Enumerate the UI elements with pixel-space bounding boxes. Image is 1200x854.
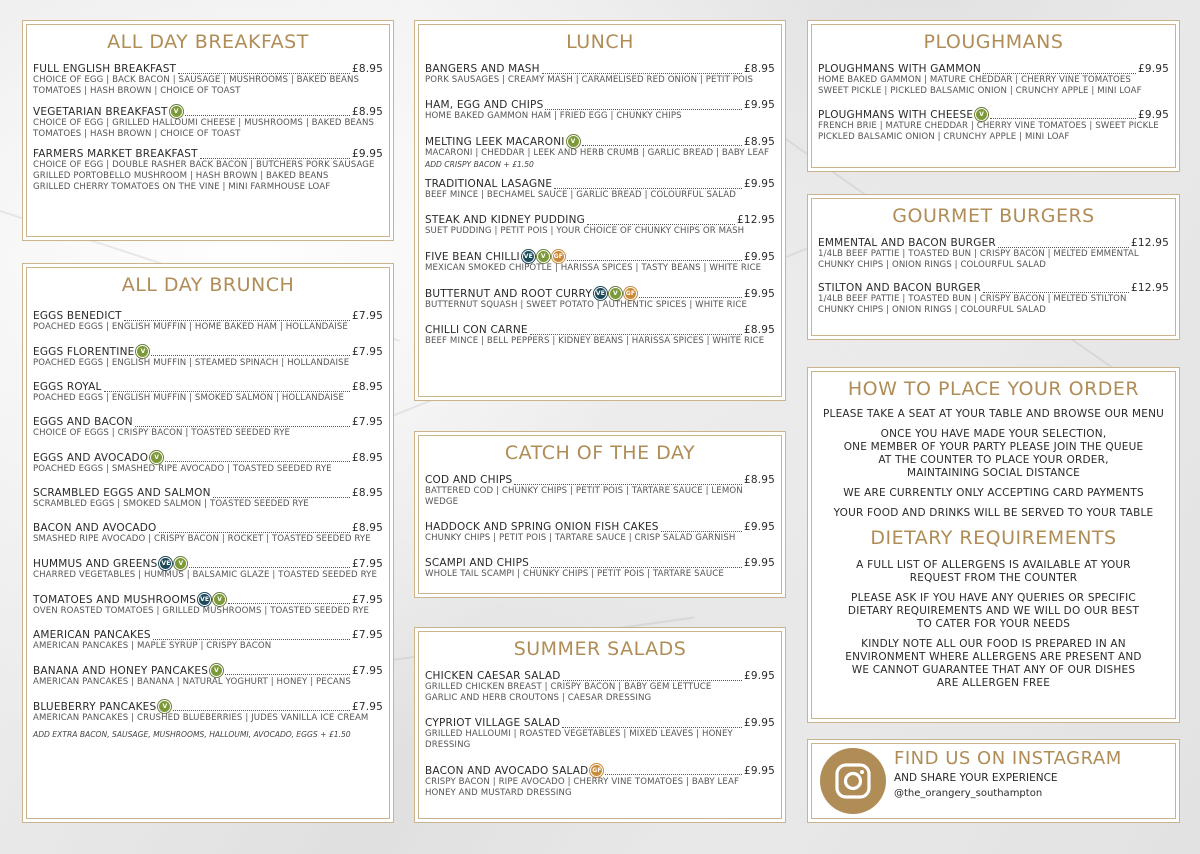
item-description: BEEF MINCE | BECHAMEL SAUCE | GARLIC BREAD | COLOURFUL SALAD <box>425 190 736 200</box>
menu-item <box>425 287 775 311</box>
item-name: BLUEBERRY PANCAKES <box>33 700 157 713</box>
item-description: PICKLED BALSAMIC ONION | CRUNCHY APPLE | MINI LOAF <box>818 132 1070 142</box>
menu-item <box>425 178 775 201</box>
item-description: HOME BAKED GAMMON | MATURE CHEDDAR | CHERRY VINE TOMATOES <box>818 75 1131 85</box>
item-description: WHOLE TAIL SCAMPI | CHUNKY CHIPS | PETIT POIS | TARTARE SAUCE <box>425 569 724 579</box>
catch-section <box>414 431 786 598</box>
item-name: PLOUGHMANS WITH CHEESE <box>818 108 974 121</box>
item-description: AMERICAN PANCAKES | BANANA | NATURAL YOGHURT | HONEY | PECANS <box>33 677 351 687</box>
item-name: EGGS AND AVOCADO <box>33 451 149 464</box>
dietary-text <box>818 638 1169 690</box>
vegetarian-badge: V <box>158 700 171 713</box>
menu-item <box>33 345 383 369</box>
item-price: £12.95 <box>1131 237 1169 249</box>
item-name: STILTON AND BACON BURGER <box>818 282 981 294</box>
salads-section <box>414 627 786 823</box>
item-price: £7.95 <box>351 310 383 322</box>
item-name: CYPRIOT VILLAGE SALAD <box>425 717 561 729</box>
item-name: TOMATOES AND MUSHROOMS <box>33 593 197 606</box>
menu-item <box>33 310 383 333</box>
vegetarian-badge: V <box>136 345 149 358</box>
item-description: MACARONI | CHEDDAR | LEEK AND HERB CRUMB | GARLIC BREAD | BABY LEAF <box>425 148 769 158</box>
menu-item <box>33 593 383 617</box>
item-price: £12.95 <box>1131 282 1169 294</box>
brunch-title: ALL DAY BRUNCH <box>121 274 295 296</box>
item-price: £7.95 <box>351 416 383 428</box>
catch-title: CATCH OF THE DAY <box>504 442 696 464</box>
item-description: TOMATOES | HASH BROWN | CHOICE OF TOAST <box>33 129 241 139</box>
dietary-line: WE CANNOT GUARANTEE THAT ANY OF OUR DISHES <box>851 664 1136 676</box>
item-description: CHOICE OF EGG | GRILLED HALLOUMI CHEESE | MUSHROOMS | BAKED BEANS <box>33 118 375 128</box>
dietary-title: DIETARY REQUIREMENTS <box>870 527 1117 549</box>
item-name: STEAK AND KIDNEY PUDDING <box>425 214 585 226</box>
item-name: COD AND CHIPS <box>425 474 513 486</box>
vegan-badge: VE <box>594 287 607 300</box>
item-price: £7.95 <box>351 557 383 570</box>
item-price: £8.95 <box>743 474 775 486</box>
vegan-badge: VE <box>198 593 211 606</box>
item-name: BACON AND AVOCADO SALAD <box>425 764 589 777</box>
dietary-line: ENVIRONMENT WHERE ALLERGENS ARE PRESENT AND <box>845 651 1142 663</box>
item-price: £8.95 <box>351 63 383 75</box>
item-price: £7.95 <box>351 593 383 606</box>
item-price: £8.95 <box>351 451 383 464</box>
gluten-free-badge: GF <box>552 250 565 263</box>
item-name: VEGETARIAN BREAKFAST <box>33 105 168 118</box>
item-description: MEXICAN SMOKED CHIPOTLE | HARISSA SPICES | TASTY BEANS | WHITE RICE <box>425 263 762 273</box>
item-description: CHOICE OF EGGS | CRISPY BACON | TOASTED SEEDED RYE <box>33 428 291 438</box>
salads-title: SUMMER SALADS <box>513 638 687 660</box>
menu-item <box>33 557 383 581</box>
item-description: OVEN ROASTED TOMATOES | GRILLED MUSHROOMS | TOASTED SEEDED RYE <box>33 606 370 616</box>
burgers-section <box>807 194 1180 340</box>
item-price: £12.95 <box>737 214 775 226</box>
menu-item <box>33 148 383 193</box>
item-description: SWEET PICKLE | PICKLED BALSAMIC ONION | CRUNCHY APPLE | MINI LOAF <box>818 86 1142 96</box>
item-description: 1/4LB BEEF PATTIE | TOASTED BUN | CRISPY BACON | MELTED STILTON <box>818 294 1127 304</box>
item-description: SUET PUDDING | PETIT POIS | YOUR CHOICE OF CHUNKY CHIPS OR MASH <box>425 226 745 236</box>
item-name: SCRAMBLED EGGS AND SALMON <box>33 487 211 499</box>
gluten-free-badge: GF <box>590 764 603 777</box>
item-price: £9.95 <box>743 557 775 569</box>
menu-item <box>33 105 383 140</box>
dietary-text <box>818 592 1169 631</box>
item-description: CHOICE OF EGG | BACK BACON | SAUSAGE | MUSHROOMS | BAKED BEANS <box>33 75 360 85</box>
item-price: £7.95 <box>351 664 383 677</box>
item-name: EGGS ROYAL <box>33 381 102 393</box>
item-description: TOMATOES | HASH BROWN | CHOICE OF TOAST <box>33 86 241 96</box>
dietary-line: A FULL LIST OF ALLERGENS IS AVAILABLE AT YOUR <box>856 559 1131 571</box>
item-name: PLOUGHMANS WITH GAMMON <box>818 63 981 75</box>
vegetarian-badge: V <box>174 557 187 570</box>
item-description: GRILLED HALLOUMI | ROASTED VEGETABLES | MIXED LEAVES | HONEY DRESSING <box>425 729 733 750</box>
item-price: £8.95 <box>351 105 383 118</box>
instagram-subtitle: AND SHARE YOUR EXPERIENCE <box>894 772 1058 784</box>
vegetarian-badge: V <box>210 664 223 677</box>
item-price: £9.95 <box>743 521 775 533</box>
order-title: HOW TO PLACE YOUR ORDER <box>847 378 1140 400</box>
item-name: BUTTERNUT AND ROOT CURRY <box>425 287 592 300</box>
menu-item <box>425 670 775 704</box>
item-description: BATTERED COD | CHUNKY CHIPS | PETIT POIS | TARTARE SAUCE | LEMON WEDGE <box>425 486 743 507</box>
item-price: £9.95 <box>743 670 775 682</box>
item-description: POACHED EGGS | ENGLISH MUFFIN | SMOKED SALMON | HOLLANDAISE <box>33 393 344 403</box>
burgers-title: GOURMET BURGERS <box>892 205 1095 227</box>
item-description: POACHED EGGS | ENGLISH MUFFIN | STEAMED SPINACH | HOLLANDAISE <box>33 358 350 368</box>
item-price: £8.95 <box>351 487 383 499</box>
item-description: GRILLED CHERRY TOMATOES ON THE VINE | MINI FARMHOUSE LOAF <box>33 182 331 192</box>
menu-item <box>33 664 383 688</box>
item-price: £9.95 <box>1137 108 1169 121</box>
item-description: HOME BAKED GAMMON HAM | FRIED EGG | CHUNKY CHIPS <box>425 111 682 121</box>
dietary-line: REQUEST FROM THE COUNTER <box>909 572 1078 584</box>
menu-item <box>425 63 775 86</box>
instagram-handle[interactable]: @the_orangery_southampton <box>894 788 1043 799</box>
item-price: £9.95 <box>743 287 775 300</box>
order-line: ONCE YOU HAVE MADE YOUR SELECTION, <box>880 428 1107 440</box>
item-price: £9.95 <box>743 99 775 111</box>
instagram-icon[interactable] <box>820 748 886 814</box>
vegetarian-badge: V <box>609 287 622 300</box>
item-name: TRADITIONAL LASAGNE <box>425 178 553 190</box>
item-name: AMERICAN PANCAKES <box>33 629 151 641</box>
order-info-section <box>807 367 1180 723</box>
breakfast-section <box>22 20 394 241</box>
item-name: EGGS AND BACON <box>33 416 133 428</box>
order-line: AT THE COUNTER TO PLACE YOUR ORDER, <box>878 454 1109 466</box>
instagram-text <box>894 748 1122 799</box>
menu-item <box>425 557 775 580</box>
order-line: MAINTAINING SOCIAL DISTANCE <box>907 467 1080 479</box>
brunch-extras-note: ADD EXTRA BACON, SAUSAGE, MUSHROOMS, HALLOUMI, AVOCADO, EGGS + £1.50 <box>33 730 351 739</box>
item-name: EMMENTAL AND BACON BURGER <box>818 237 996 249</box>
item-name: HAM, EGG AND CHIPS <box>425 99 544 111</box>
item-name: HUMMUS AND GREENS <box>33 557 158 570</box>
item-price: £9.95 <box>743 764 775 777</box>
service-text: YOUR FOOD AND DRINKS WILL BE SERVED TO YOUR TABLE <box>833 507 1154 519</box>
dietary-line: ARE ALLERGEN FREE <box>936 677 1051 689</box>
item-price: £9.95 <box>351 148 383 160</box>
menu-item <box>33 451 383 475</box>
menu-item <box>425 717 775 751</box>
item-description: POACHED EGGS | ENGLISH MUFFIN | HOME BAKED HAM | HOLLANDAISE <box>33 322 348 332</box>
item-name: BANANA AND HONEY PANCAKES <box>33 664 209 677</box>
vegetarian-badge: V <box>150 451 163 464</box>
menu-item <box>818 63 1169 97</box>
menu-item <box>425 135 775 169</box>
item-name: SCAMPI AND CHIPS <box>425 557 529 569</box>
item-description: BUTTERNUT SQUASH | SWEET POTATO | AUTHENTIC SPICES | WHITE RICE <box>425 300 748 310</box>
gluten-free-badge: GF <box>624 287 637 300</box>
payment-text: WE ARE CURRENTLY ONLY ACCEPTING CARD PAYMENTS <box>843 487 1144 499</box>
item-addon-note: ADD CRISPY BACON + £1.50 <box>425 160 534 169</box>
item-price: £8.95 <box>743 135 775 148</box>
item-description: POACHED EGGS | SMASHED RIPE AVOCADO | TOASTED SEEDED RYE <box>33 464 332 474</box>
dietary-line: DIETARY REQUIREMENTS AND WE WILL DO OUR BEST <box>847 605 1140 617</box>
item-price: £8.95 <box>351 522 383 534</box>
item-name: BANGERS AND MASH <box>425 63 540 75</box>
vegetarian-badge: V <box>975 108 988 121</box>
item-name: MELTING LEEK MACARONI <box>425 135 565 148</box>
item-description: GRILLED PORTOBELLO MUSHROOM | HASH BROWN | BAKED BEANS <box>33 171 329 181</box>
item-description: CHUNKY CHIPS | PETIT POIS | TARTARE SAUCE | CRISP SALAD GARNISH <box>425 533 736 543</box>
vegetarian-badge: V <box>567 135 580 148</box>
menu-item <box>33 381 383 404</box>
dietary-line: TO CATER FOR YOUR NEEDS <box>916 618 1071 630</box>
menu-item <box>425 324 775 347</box>
item-price: £7.95 <box>351 700 383 713</box>
dietary-text <box>818 559 1169 585</box>
item-description: CHUNKY CHIPS | ONION RINGS | COLOURFUL SALAD <box>818 305 1046 315</box>
menu-item <box>33 700 383 724</box>
menu-item <box>33 416 383 439</box>
order-step-text <box>818 428 1169 480</box>
item-price: £8.95 <box>351 381 383 393</box>
item-description: SCRAMBLED EGGS | SMOKED SALMON | TOASTED SEEDED RYE <box>33 499 309 509</box>
brunch-section <box>22 263 394 823</box>
breakfast-title: ALL DAY BREAKFAST <box>107 31 309 53</box>
item-description: GRILLED CHICKEN BREAST | CRISPY BACON | BABY GEM LETTUCE <box>425 682 712 692</box>
item-description: 1/4LB BEEF PATTIE | TOASTED BUN | CRISPY BACON | MELTED EMMENTAL <box>818 249 1139 259</box>
item-price: £8.95 <box>743 63 775 75</box>
item-name: BACON AND AVOCADO <box>33 522 157 534</box>
item-description: CHUNKY CHIPS | ONION RINGS | COLOURFUL SALAD <box>818 260 1046 270</box>
instagram-title: FIND US ON INSTAGRAM <box>894 748 1122 769</box>
item-name: CHILLI CON CARNE <box>425 324 528 336</box>
item-price: £8.95 <box>743 324 775 336</box>
vegan-badge: VE <box>522 250 535 263</box>
menu-item <box>425 250 775 274</box>
menu-item <box>33 487 383 510</box>
item-price: £9.95 <box>1137 63 1169 75</box>
menu-item <box>33 63 383 97</box>
vegetarian-badge: V <box>170 105 183 118</box>
item-description: HONEY AND MUSTARD DRESSING <box>425 788 572 798</box>
dietary-line: KINDLY NOTE ALL OUR FOOD IS PREPARED IN AN <box>861 638 1126 650</box>
order-line: ONE MEMBER OF YOUR PARTY PLEASE JOIN THE QUEUE <box>843 441 1144 453</box>
item-name: FULL ENGLISH BREAKFAST <box>33 63 177 75</box>
menu-item <box>818 237 1169 271</box>
item-name: FARMERS MARKET BREAKFAST <box>33 148 198 160</box>
order-step-text: PLEASE TAKE A SEAT AT YOUR TABLE AND BROWSE OUR MENU <box>822 408 1165 420</box>
item-price: £7.95 <box>351 345 383 358</box>
vegetarian-badge: V <box>213 593 226 606</box>
item-description: GARLIC AND HERB CROUTONS | CAESAR DRESSING <box>425 693 652 703</box>
ploughmans-section <box>807 20 1180 172</box>
item-description: CRISPY BACON | RIPE AVOCADO | CHERRY VINE TOMATOES | BABY LEAF <box>425 777 739 787</box>
lunch-section <box>414 20 786 401</box>
item-description: SMASHED RIPE AVOCADO | CRISPY BACON | ROCKET | TOASTED SEEDED RYE <box>33 534 371 544</box>
item-name: EGGS BENEDICT <box>33 310 122 322</box>
menu-item <box>425 521 775 544</box>
item-price: £7.95 <box>351 629 383 641</box>
item-description: CHOICE OF EGG | DOUBLE RASHER BACK BACON | BUTCHERS PORK SAUSAGE <box>33 160 375 170</box>
item-description: BEEF MINCE | BELL PEPPERS | KIDNEY BEANS | HARISSA SPICES | WHITE RICE <box>425 336 765 346</box>
dietary-line: PLEASE ASK IF YOU HAVE ANY QUERIES OR SPECIFIC <box>851 592 1136 604</box>
instagram-section <box>807 739 1180 823</box>
menu-item <box>818 282 1169 316</box>
item-name: FIVE BEAN CHILLI <box>425 250 520 263</box>
item-description: CHARRED VEGETABLES | HUMMUS | BALSAMIC GLAZE | TOASTED SEEDED RYE <box>33 570 378 580</box>
menu-item <box>425 764 775 799</box>
menu-item <box>818 108 1169 143</box>
item-description: PORK SAUSAGES | CREAMY MASH | CARAMELISED RED ONION | PETIT POIS <box>425 75 754 85</box>
ploughmans-title: PLOUGHMANS <box>923 31 1064 53</box>
menu-item <box>33 522 383 545</box>
item-price: £9.95 <box>743 250 775 263</box>
item-description: AMERICAN PANCAKES | CRUSHED BLUEBERRIES | JUDES VANILLA ICE CREAM <box>33 713 369 723</box>
lunch-title: LUNCH <box>566 31 634 53</box>
vegan-badge: VE <box>159 557 172 570</box>
menu-item <box>425 99 775 122</box>
menu-item <box>425 474 775 508</box>
menu-item <box>425 214 775 237</box>
vegetarian-badge: V <box>537 250 550 263</box>
item-description: FRENCH BRIE | MATURE CHEDDAR | CHERRY VINE TOMATOES | SWEET PICKLE <box>818 121 1159 131</box>
item-name: EGGS FLORENTINE <box>33 345 135 358</box>
menu-item <box>33 629 383 652</box>
item-price: £9.95 <box>743 717 775 729</box>
item-name: HADDOCK AND SPRING ONION FISH CAKES <box>425 521 659 533</box>
item-name: CHICKEN CAESAR SALAD <box>425 670 561 682</box>
item-description: AMERICAN PANCAKES | MAPLE SYRUP | CRISPY BACON <box>33 641 272 651</box>
item-price: £9.95 <box>743 178 775 190</box>
